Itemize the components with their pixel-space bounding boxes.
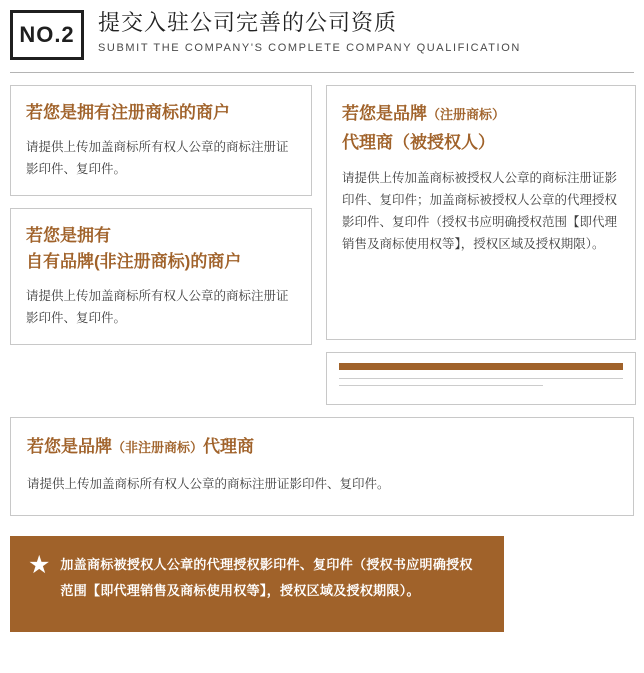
card-title <box>27 434 617 461</box>
decorative-line <box>339 378 623 379</box>
card-body: 请提供上传加盖商标所有权人公章的商标注册证影印件、复印件。 <box>27 477 390 491</box>
footer-highlight-box <box>10 536 504 632</box>
decorative-placeholder-block <box>326 352 636 405</box>
card-own-brand-merchant <box>10 208 312 345</box>
card-title-sub: （非注册商标） <box>112 440 204 455</box>
card-title-main: 若您是品牌 <box>342 104 427 123</box>
card-body: 请提供上传加盖商标所有权人公章的商标注册证影印件、复印件。 <box>26 289 289 325</box>
card-registered-agent <box>326 85 636 340</box>
left-column <box>10 85 312 345</box>
card-title-main-2: 代理商 <box>203 437 255 456</box>
card-title-line2: 代理商（被授权人） <box>342 133 495 152</box>
card-body: 请提供上传加盖商标所有权人公章的商标注册证影印件、复印件。 <box>26 140 289 176</box>
card-title-line1 <box>342 100 620 129</box>
card-title-line1: 若您是拥有 <box>26 226 111 245</box>
decorative-line <box>339 385 543 386</box>
page-subtitle: SUBMIT THE COMPANY'S COMPLETE COMPANY QUALIFICATION <box>98 42 521 54</box>
card-title <box>342 100 620 157</box>
card-unregistered-agent <box>10 417 634 516</box>
card-title-sub: （注册商标） <box>427 107 506 122</box>
card-title <box>26 223 296 275</box>
decorative-bar <box>339 363 623 370</box>
card-title: 若您是拥有注册商标的商户 <box>26 103 230 122</box>
card-trademark-merchant <box>10 85 312 196</box>
card-title-main-1: 若您是品牌 <box>27 437 112 456</box>
page-title: 提交入驻公司完善的公司资质 <box>98 10 398 35</box>
card-title-line2: 自有品牌(非注册商标)的商户 <box>26 252 242 271</box>
step-number-badge: NO.2 <box>10 10 84 60</box>
page-header <box>10 0 634 72</box>
right-column <box>326 85 636 405</box>
header-text-group <box>98 8 521 54</box>
header-divider <box>10 72 634 73</box>
cards-columns <box>10 85 634 405</box>
card-body: 请提供上传加盖商标被授权人公章的商标注册证影印件、复印件；加盖商标被授权人公章的代理授权影印件、复印件（授权书应明确授权范围【即代理销售及商标使用权等】，授权区域及授权期限）。 <box>342 171 618 251</box>
footer-text: 加盖商标被授权人公章的代理授权影印件、复印件（授权书应明确授权范围【即代理销售及商标使用权等】，授权区域及授权期限）。 <box>60 557 473 598</box>
star-icon: ★ <box>28 551 51 579</box>
